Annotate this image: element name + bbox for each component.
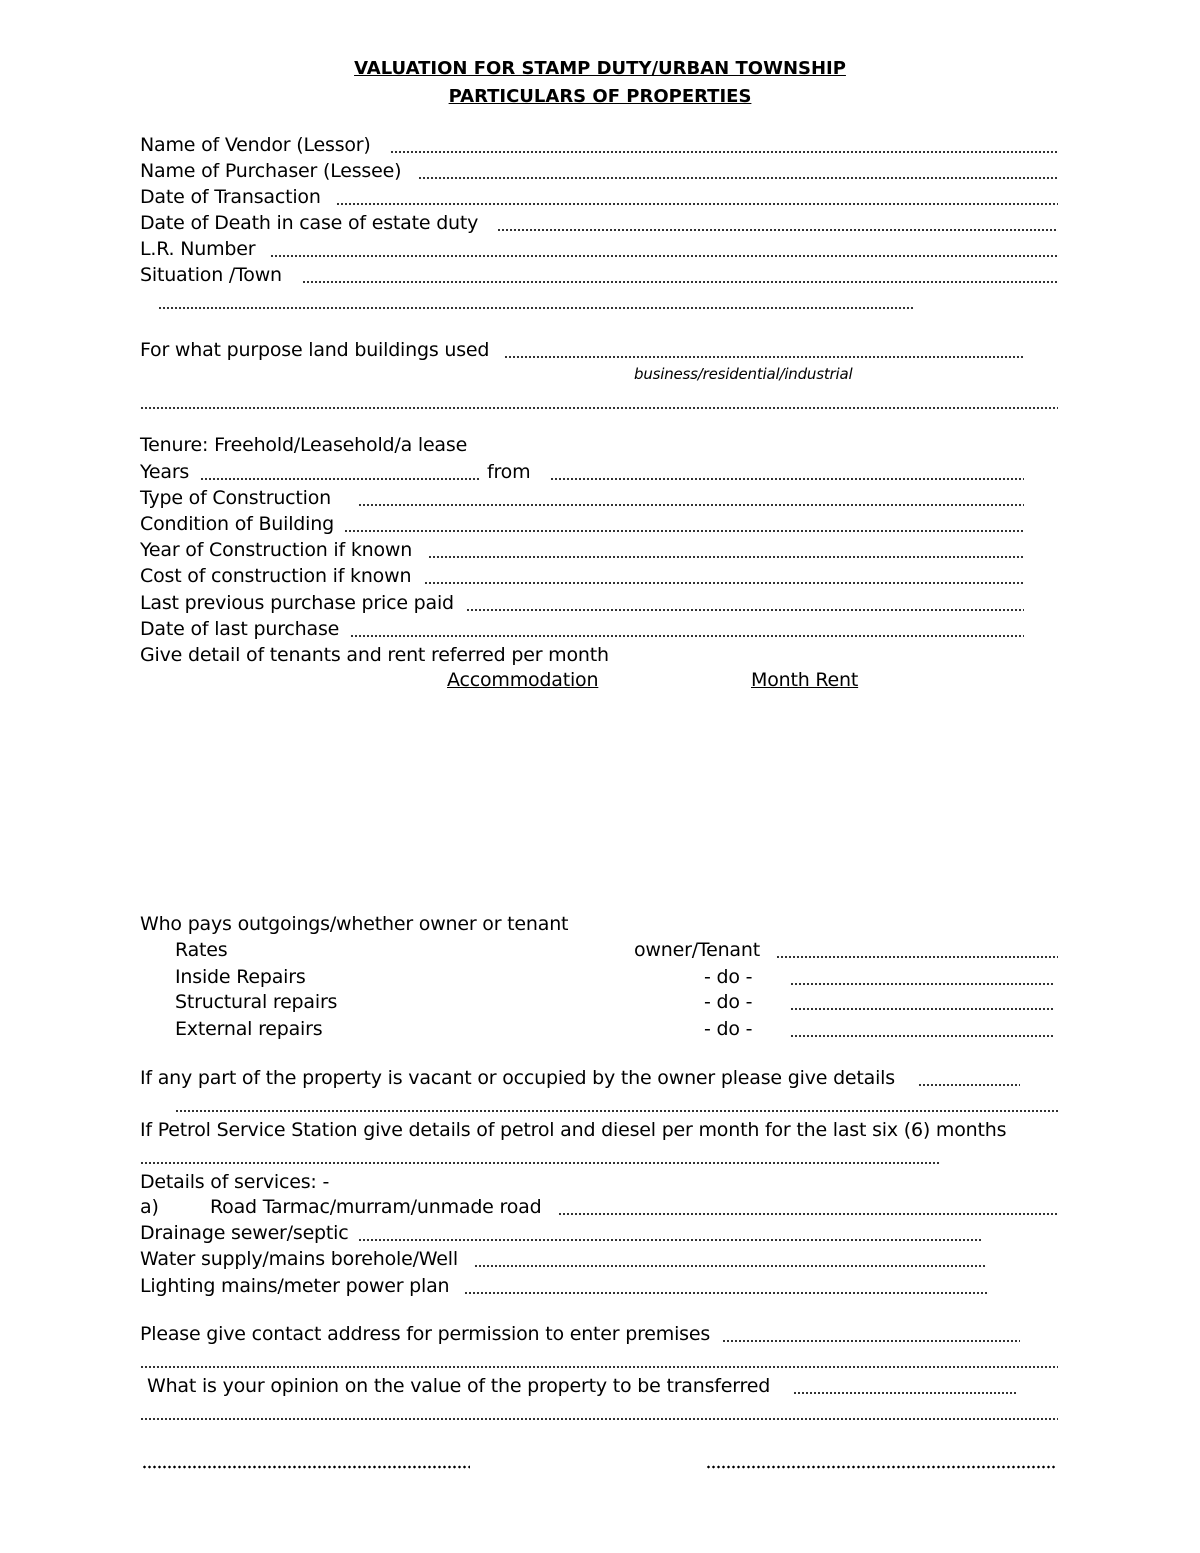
structural-repairs-blank[interactable] <box>790 1007 1054 1011</box>
inside-repairs-field[interactable] <box>704 965 1054 989</box>
external-repairs-ditto: - do - <box>704 1018 753 1040</box>
purpose-blank[interactable] <box>504 355 1024 359</box>
road-prefix: a) <box>140 1196 159 1218</box>
lighting-label: Lighting mains/meter power plan <box>140 1275 450 1297</box>
situation-label: Situation /Town <box>140 264 282 286</box>
condition-field[interactable] <box>140 512 1024 536</box>
vendor-blank[interactable] <box>390 150 1058 154</box>
vendor-label: Name of Vendor (Lessor) <box>140 134 371 156</box>
last-price-label: Last previous purchase price paid <box>140 592 454 614</box>
vacant-label: If any part of the property is vacant or occupied by the owner please give details <box>140 1067 895 1089</box>
opinion-label: What is your opinion on the value of the property to be transferred <box>147 1375 771 1397</box>
road-blank[interactable] <box>558 1212 1058 1216</box>
from-blank[interactable] <box>550 477 1024 481</box>
purpose-blank-2[interactable] <box>140 406 1058 410</box>
years-field[interactable] <box>140 460 1024 484</box>
year-construction-label: Year of Construction if known <box>140 539 413 561</box>
date-transaction-label: Date of Transaction <box>140 186 321 208</box>
water-label: Water supply/mains borehole/Well <box>140 1248 458 1270</box>
drainage-label: Drainage sewer/septic <box>140 1222 349 1244</box>
inside-repairs-label: Inside Repairs <box>175 966 306 988</box>
purchaser-blank[interactable] <box>418 176 1058 180</box>
water-blank[interactable] <box>474 1264 986 1268</box>
drainage-field[interactable] <box>140 1221 982 1245</box>
contact-blank-2[interactable] <box>140 1365 1058 1369</box>
rates-blank[interactable] <box>776 955 1058 959</box>
services-heading: Details of services: - <box>140 1171 330 1193</box>
inside-repairs-ditto: - do - <box>704 966 753 988</box>
document-subtitle: PARTICULARS OF PROPERTIES <box>448 86 752 107</box>
opinion-blank[interactable] <box>793 1391 1017 1395</box>
date-last-purchase-label: Date of last purchase <box>140 618 340 640</box>
vacant-blank-2[interactable] <box>175 1109 1058 1113</box>
contact-blank[interactable] <box>722 1339 1020 1343</box>
road-label: Road Tarmac/murram/unmade road <box>210 1196 542 1218</box>
type-construction-field[interactable] <box>140 486 1024 510</box>
petrol-blank[interactable] <box>140 1161 940 1165</box>
petrol-label: If Petrol Service Station give details of petrol and diesel per month for the last six (6) months <box>140 1119 1007 1141</box>
type-construction-label: Type of Construction <box>140 487 332 509</box>
year-construction-field[interactable] <box>140 538 1024 562</box>
water-field[interactable] <box>140 1247 986 1271</box>
years-label: Years <box>140 461 190 483</box>
years-blank[interactable] <box>200 477 480 481</box>
contact-label: Please give contact address for permission to enter premises <box>140 1323 711 1345</box>
date-last-purchase-blank[interactable] <box>350 634 1024 638</box>
contact-field[interactable] <box>140 1322 1020 1346</box>
purpose-field[interactable] <box>140 338 1024 362</box>
outgoings-heading: Who pays outgoings/whether owner or tenant <box>140 913 569 935</box>
cost-construction-blank[interactable] <box>424 581 1024 585</box>
external-repairs-field[interactable] <box>704 1017 1054 1041</box>
purchaser-label: Name of Purchaser (Lessee) <box>140 160 402 182</box>
year-construction-blank[interactable] <box>428 555 1024 559</box>
inside-repairs-blank[interactable] <box>790 982 1054 986</box>
accommodation-column-header: Accommodation <box>447 669 599 691</box>
structural-repairs-label: Structural repairs <box>175 991 338 1013</box>
lighting-blank[interactable] <box>464 1291 988 1295</box>
date-death-blank[interactable] <box>497 228 1058 232</box>
lighting-field[interactable] <box>140 1274 988 1298</box>
structural-repairs-ditto: - do - <box>704 991 753 1013</box>
drainage-blank[interactable] <box>358 1238 982 1242</box>
external-repairs-label: External repairs <box>175 1018 323 1040</box>
date-death-label: Date of Death in case of estate duty <box>140 212 479 234</box>
type-construction-blank[interactable] <box>358 503 1024 507</box>
vacant-blank[interactable] <box>918 1083 1020 1087</box>
purpose-label: For what purpose land buildings used <box>140 339 490 361</box>
opinion-blank-2[interactable] <box>140 1417 1058 1421</box>
opinion-field[interactable] <box>147 1374 1017 1398</box>
month-rent-column-header: Month Rent <box>751 669 859 691</box>
vacant-field[interactable] <box>140 1066 1020 1090</box>
cost-construction-label: Cost of construction if known <box>140 565 412 587</box>
date-transaction-field[interactable] <box>140 185 1058 209</box>
signature-line-right[interactable] <box>706 1465 1056 1469</box>
tenants-label: Give detail of tenants and rent referred per month <box>140 644 609 666</box>
purpose-note: business/residential/industrial <box>634 365 853 383</box>
rates-field[interactable] <box>634 938 1058 962</box>
structural-repairs-field[interactable] <box>704 990 1054 1014</box>
external-repairs-blank[interactable] <box>790 1034 1054 1038</box>
lr-number-label: L.R. Number <box>140 238 256 260</box>
condition-label: Condition of Building <box>140 513 334 535</box>
road-field[interactable] <box>210 1195 1058 1219</box>
situation-blank[interactable] <box>302 280 1058 284</box>
last-price-blank[interactable] <box>466 608 1024 612</box>
rates-label: Rates <box>175 939 228 961</box>
cost-construction-field[interactable] <box>140 564 1024 588</box>
document-title: VALUATION FOR STAMP DUTY/URBAN TOWNSHIP <box>354 58 846 79</box>
situation-blank-2[interactable] <box>158 306 914 310</box>
rates-value: owner/Tenant <box>634 939 760 961</box>
signature-line-left[interactable] <box>142 1465 470 1469</box>
purchaser-field[interactable] <box>140 159 1058 183</box>
date-transaction-blank[interactable] <box>336 202 1058 206</box>
condition-blank[interactable] <box>344 529 1024 533</box>
date-death-field[interactable] <box>140 211 1058 235</box>
situation-field[interactable] <box>140 263 1058 287</box>
date-last-purchase-field[interactable] <box>140 617 1024 641</box>
lr-number-blank[interactable] <box>270 254 1058 258</box>
vendor-field[interactable] <box>140 133 1058 157</box>
lr-number-field[interactable] <box>140 237 1058 261</box>
last-price-field[interactable] <box>140 591 1024 615</box>
from-label: from <box>487 461 531 483</box>
tenure-label: Tenure: Freehold/Leasehold/a lease <box>140 434 468 456</box>
